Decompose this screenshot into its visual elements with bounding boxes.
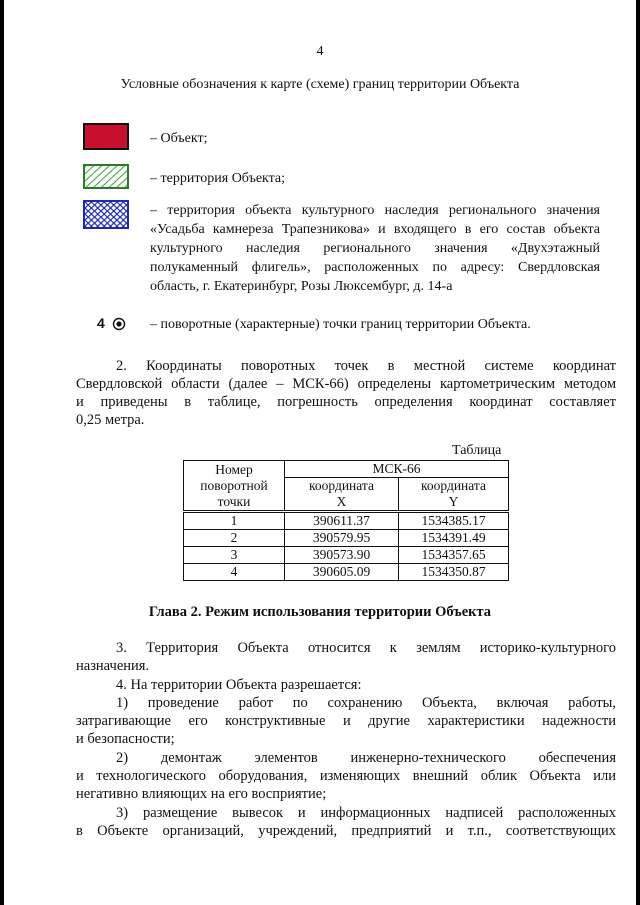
legend-title: Условные обозначения к карте (схеме) границ территории Объекта <box>120 77 520 92</box>
coordinates-table <box>183 460 509 581</box>
object-swatch <box>83 123 129 150</box>
body-line: 1) проведение работ по сохранению Объекта, включая работы, <box>116 694 616 711</box>
paragraph-line: и приведены в таблице, погрешность определения координат составляет <box>76 394 616 410</box>
body-line: 3) размещение вывесок и информационных надписей расположенных <box>116 804 616 821</box>
paragraph-line: Свердловской области (далее – МСК-66) определены картометрическим методом <box>76 376 616 392</box>
table-row <box>184 547 509 564</box>
legend-item-object <box>83 123 603 149</box>
legend-item-territory <box>83 164 603 190</box>
body-line: негативно влияющих на его восприятие; <box>76 786 327 803</box>
heritage-line: культурного наследия регионального значения «Двухэтажный <box>150 241 600 256</box>
table-row <box>184 530 509 547</box>
body-line: назначения. <box>76 658 150 675</box>
body-line: 3. Территория Объекта относится к землям историко-культурного <box>116 640 616 656</box>
table-caption: Таблица <box>452 443 502 458</box>
legend-item-heritage <box>83 200 603 300</box>
cell-point: 1 <box>184 512 285 530</box>
scan-edge-right <box>636 0 640 905</box>
cell-point: 3 <box>184 547 285 564</box>
heritage-line: область, г. Екатеринбург, Розы Люксембург, д. 14-а <box>150 279 453 294</box>
cell-y: 1534385.17 <box>399 512 509 530</box>
scan-edge-left <box>0 0 4 905</box>
legend-label-object: – Объект; <box>150 131 208 146</box>
paragraph-line: 2. Координаты поворотных точек в местной системе координат <box>116 358 616 374</box>
table-row <box>184 512 509 530</box>
body-line: 2) демонтаж элементов инженерно-технического обеспечения <box>116 749 616 766</box>
paragraph-2 <box>76 357 616 429</box>
heritage-line: «Усадьба камнереза Трапезникова» и входящего в его состав объекта <box>150 222 600 237</box>
chapter-body <box>76 639 616 840</box>
territory-hatch-swatch <box>83 164 129 189</box>
body-line: и безопасности; <box>76 731 175 748</box>
cell-y: 1534350.87 <box>399 564 509 581</box>
cell-x: 390605.09 <box>285 564 399 581</box>
header-x: координата X <box>285 478 399 512</box>
paragraph-line: 0,25 метра. <box>76 412 145 428</box>
turning-point-icon <box>112 317 126 331</box>
cell-x: 390579.95 <box>285 530 399 547</box>
chapter-title: Глава 2. Режим использования территории Объекта <box>148 604 492 620</box>
header-point-number: Номер поворотной точки <box>184 461 285 512</box>
cell-point: 4 <box>184 564 285 581</box>
header-system: МСК-66 <box>285 461 509 478</box>
page-number: 4 <box>316 44 324 59</box>
table-row <box>184 564 509 581</box>
body-line: и технологического оборудования, изменяющих внешний облик Объекта или <box>76 768 616 785</box>
heritage-line: полукаменный флигель», расположенных по адресу: Свердловская <box>150 260 600 275</box>
legend-label-territory: – территория Объекта; <box>150 171 286 186</box>
body-line: в Объекте организаций, учреждений, предприятий и т.п., соответствующих <box>76 822 616 839</box>
header-y: координата Y <box>399 478 509 512</box>
legend-label-heritage <box>150 201 600 296</box>
heritage-line: – территория объекта культурного наследия регионального значения <box>150 203 600 218</box>
cell-point: 2 <box>184 530 285 547</box>
cell-x: 390573.90 <box>285 547 399 564</box>
cell-y: 1534357.65 <box>399 547 509 564</box>
heritage-crosshatch-swatch <box>83 200 129 229</box>
cell-y: 1534391.49 <box>399 530 509 547</box>
body-line: 4. На территории Объекта разрешается: <box>116 676 362 693</box>
body-line: затрагивающие его конструктивные и другие характеристики надежности <box>76 713 616 730</box>
point-number-label: 4 <box>97 315 105 331</box>
cell-x: 390611.37 <box>285 512 399 530</box>
legend-label-points: – поворотные (характерные) точки границ территории Объекта. <box>150 317 531 332</box>
